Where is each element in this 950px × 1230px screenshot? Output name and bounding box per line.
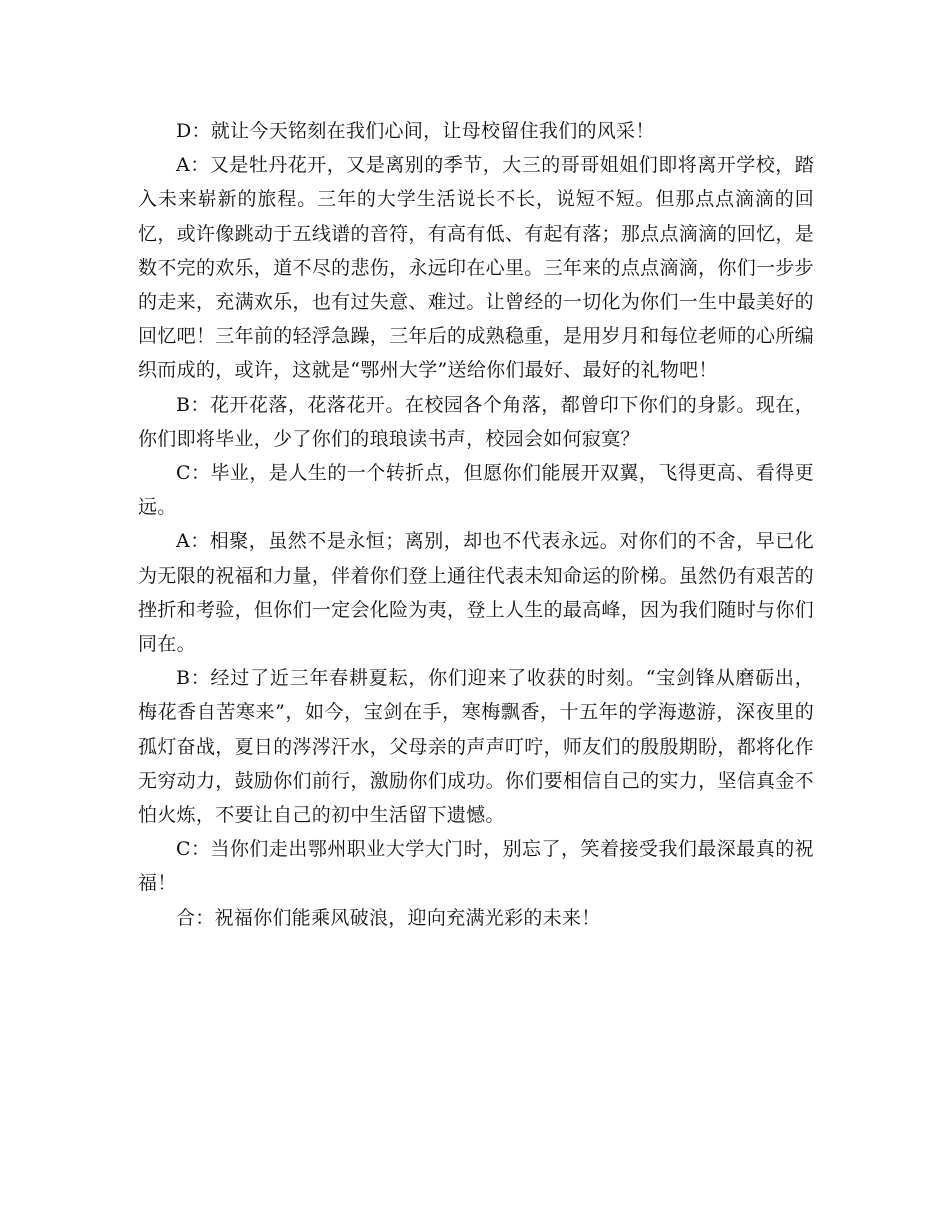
paragraph-together-future: 合：祝福你们能乘风破浪，迎向充满光彩的未来！: [176, 906, 601, 929]
paragraph-a-gathering: A：相聚，虽然不是永恒；离别，却也不代表永远。对你们的不舍，早已化为无限的祝福和力量，伴着你们登上通往代表未知命运的阶梯。虽然仍有艰苦的挫折和考验，但你们一定会化险为夷，登上人生的最高峰，因为我们随时与你们同在。: [138, 530, 814, 656]
paragraph-b-harvest: B：经过了近三年春耕夏耘，你们迎来了收获的时刻。“宝剑锋从磨砺出，梅花香自苦寒来”，如今，宝剑在手，寒梅飘香，十五年的学海遨游，深夜里的孤灯奋战，夏日的涔涔汗水，父母亲的声声叮咛，师友们的殷殷期盼，都将化作无穷动力，鼓励你们前行，激励你们成功。你们要相信自己的实力，坚信真金不怕火炼，不要让自己的初中生活留下遗憾。: [138, 667, 814, 827]
paragraph-a-peony: A：又是牡丹花开，又是离别的季节，大三的哥哥姐姐们即将离开学校，踏入未来崭新的旅程。三年的大学生活说长不长，说短不短。但那点点滴滴的回忆，或许像跳动于五线谱的音符，有高有低、有起有落；那点点滴滴的回忆，是数不完的欢乐，道不尽的悲伤，永远印在心里。三年来的点点滴滴，你们一步步的走来，充满欢乐，也有过失意、难过。让曾经的一切化为你们一生中最美好的回忆吧！三年前的轻浮急躁，三年后的成熟稳重，是用岁月和每位老师的心所编织而成的，或许，这就是“鄂州大学”送给你们最好、最好的礼物吧！: [138, 154, 814, 382]
paragraph-b-flowers: B：花开花落，花落花开。在校园各个角落，都曾印下你们的身影。现在，你们即将毕业，少了你们的琅琅读书声，校园会如何寂寞？: [138, 393, 814, 450]
paragraph-c-graduation: C：毕业，是人生的一个转折点，但愿你们能展开双翼，飞得更高、看得更远。: [138, 462, 814, 519]
paragraph-d-closing: D：就让今天铭刻在我们心间，让母校留住我们的风采！: [176, 120, 655, 142]
document-body: [138, 114, 814, 935]
paragraph-c-blessing: C：当你们走出鄂州职业大学大门时，别忘了，笑着接受我们最深最真的祝福！: [138, 838, 814, 895]
